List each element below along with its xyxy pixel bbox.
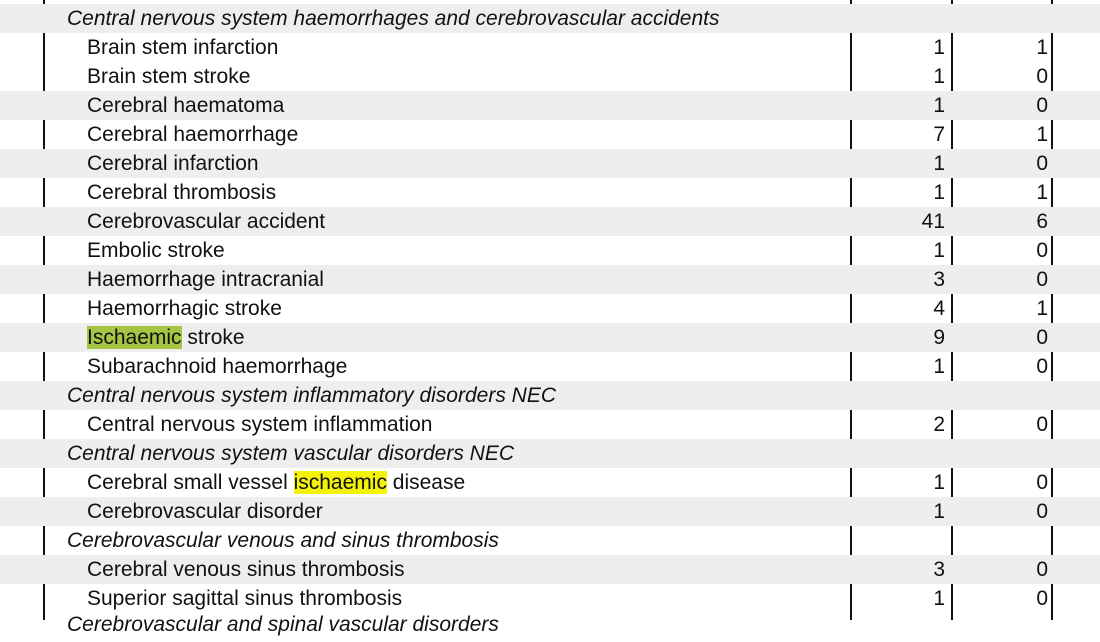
- count-col1: 1: [933, 471, 945, 494]
- count-col1: 9: [933, 326, 945, 349]
- count-col2: 0: [1036, 268, 1048, 291]
- term-label: [87, 323, 245, 352]
- table-row: [0, 584, 1100, 613]
- count-col1: 1: [933, 355, 945, 378]
- table-row: [0, 555, 1100, 584]
- term-label-rest: disease: [386, 471, 466, 494]
- term-label: Cerebral haematoma: [87, 94, 285, 117]
- count-col1: 3: [933, 558, 945, 581]
- count-col2: 0: [1036, 239, 1048, 262]
- count-col2: 0: [1036, 500, 1048, 523]
- term-label: [87, 468, 465, 497]
- term-label: Brain stem infarction: [87, 36, 279, 59]
- table-row: [0, 33, 1100, 62]
- count-col2: 0: [1036, 94, 1048, 117]
- count-col1: 41: [921, 210, 945, 233]
- term-label: Haemorrhagic stroke: [87, 297, 282, 320]
- count-col1: 1: [933, 239, 945, 262]
- search-highlight: ischaemic: [293, 471, 387, 494]
- table-row: [0, 91, 1100, 120]
- count-col2: 1: [1036, 36, 1048, 59]
- table-row: [0, 323, 1100, 352]
- table-row-group: [0, 439, 1100, 468]
- count-col2: 6: [1036, 210, 1048, 233]
- count-col1: 1: [933, 94, 945, 117]
- count-col2: 0: [1036, 355, 1048, 378]
- term-label: Cerebral infarction: [87, 152, 259, 175]
- term-label: Cerebral haemorrhage: [87, 123, 299, 146]
- table-row: [0, 120, 1100, 149]
- count-col2: 0: [1036, 413, 1048, 436]
- table-row-group: [0, 526, 1100, 555]
- count-col1: 1: [933, 152, 945, 175]
- count-col1: 7: [933, 123, 945, 146]
- table-row: [0, 62, 1100, 91]
- count-col1: 1: [933, 181, 945, 204]
- table-row: [0, 207, 1100, 236]
- count-col1: 1: [933, 587, 945, 610]
- count-col2: 0: [1036, 558, 1048, 581]
- table-row: [0, 410, 1100, 439]
- table-row: [0, 265, 1100, 294]
- count-col1: 3: [933, 268, 945, 291]
- term-label-rest: stroke: [181, 326, 245, 349]
- count-col2: 1: [1036, 123, 1048, 146]
- term-label: Embolic stroke: [87, 239, 225, 262]
- table-row-group: [0, 381, 1100, 410]
- table-row: [0, 497, 1100, 526]
- term-label: Haemorrhage intracranial: [87, 268, 324, 291]
- term-label: Cerebrovascular disorder: [87, 500, 323, 523]
- table-row: [0, 352, 1100, 381]
- term-label: Brain stem stroke: [87, 65, 251, 88]
- count-col1: 1: [933, 500, 945, 523]
- table-row-group: [0, 4, 1100, 33]
- count-col2: 1: [1036, 297, 1048, 320]
- count-col1: 4: [933, 297, 945, 320]
- term-label: Cerebral venous sinus thrombosis: [87, 558, 405, 581]
- term-label: Cerebral thrombosis: [87, 181, 277, 204]
- table-row: [0, 178, 1100, 207]
- group-label: Central nervous system inflammatory disorders NEC: [67, 384, 556, 407]
- table-row: [0, 468, 1100, 497]
- search-highlight: Ischaemic: [87, 326, 182, 349]
- term-label-pre: Cerebral small vessel: [87, 471, 294, 494]
- count-col2: 0: [1036, 152, 1048, 175]
- table-row: [0, 149, 1100, 178]
- count-col2: 1: [1036, 181, 1048, 204]
- group-label: Central nervous system haemorrhages and cerebrovascular accidents: [67, 7, 720, 30]
- count-col1: 1: [933, 65, 945, 88]
- term-label: Superior sagittal sinus thrombosis: [87, 587, 403, 610]
- count-col2: 0: [1036, 471, 1048, 494]
- term-label: Cerebrovascular accident: [87, 210, 326, 233]
- partial-group-label: Cerebrovascular and spinal vascular disorders: [67, 613, 499, 636]
- table-row: [0, 294, 1100, 323]
- group-label: Central nervous system vascular disorders NEC: [67, 442, 514, 465]
- group-label: Cerebrovascular venous and sinus thrombosis: [67, 529, 499, 552]
- adverse-event-table: [0, 4, 1100, 613]
- count-col1: 1: [933, 36, 945, 59]
- term-label: Subarachnoid haemorrhage: [87, 355, 348, 378]
- table-row: [0, 236, 1100, 265]
- count-col2: 0: [1036, 326, 1048, 349]
- count-col1: 2: [933, 413, 945, 436]
- term-label: Central nervous system inflammation: [87, 413, 433, 436]
- count-col2: 0: [1036, 587, 1048, 610]
- count-col2: 0: [1036, 65, 1048, 88]
